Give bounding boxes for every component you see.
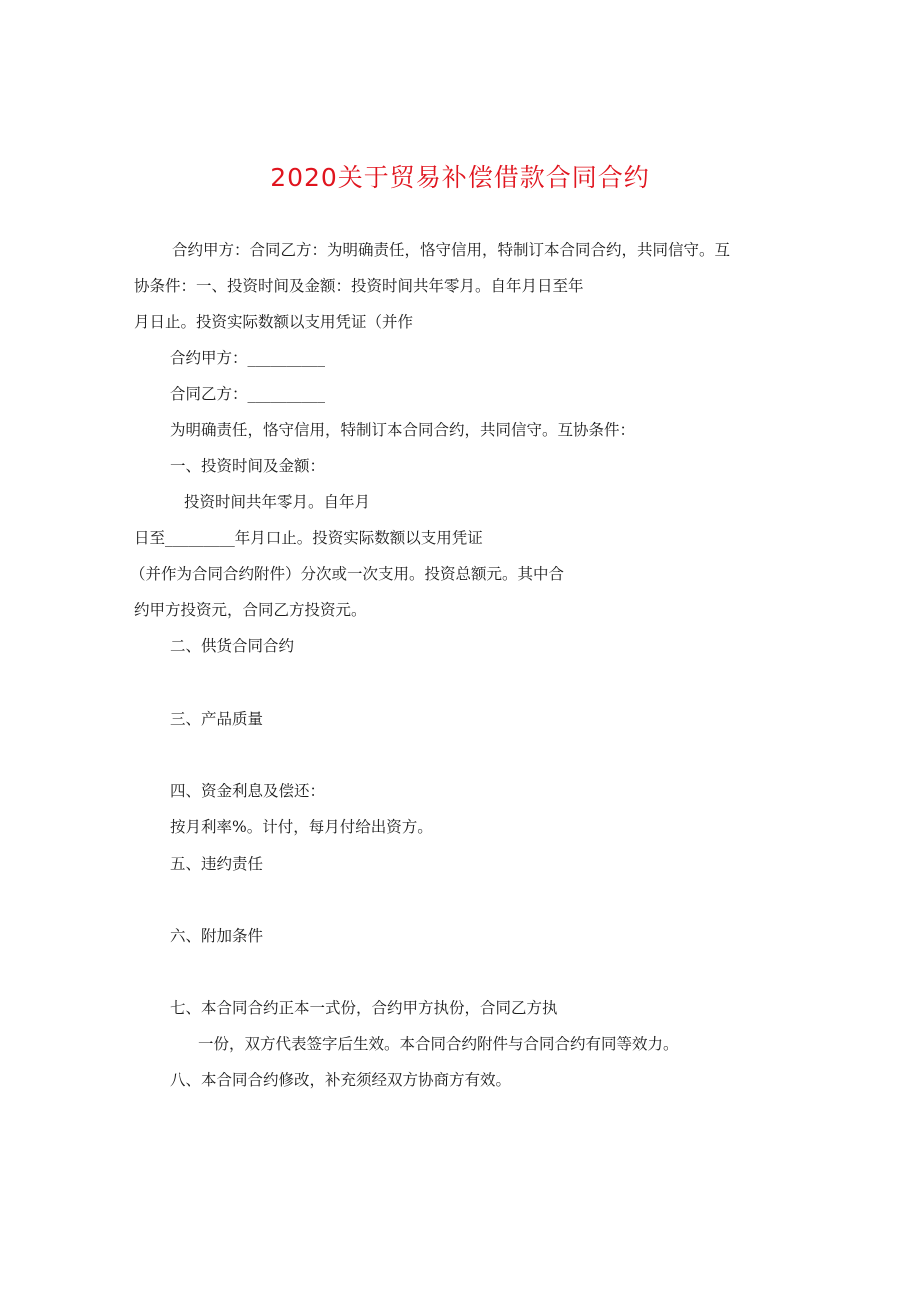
paragraph-line: 为明确责任，恪守信用，特制订本合同合约，共同信守。互协条件： (170, 421, 636, 439)
section-heading: 一、投资时间及金额： (170, 457, 326, 475)
party-b-field: 合同乙方：__________ (170, 385, 326, 403)
paragraph-line: 投资时间共年零月。自年月 (184, 493, 371, 511)
document-title: 2020关于贸易补偿借款合同合约 (270, 163, 650, 192)
section-heading: 八、本合同合约修改，补充须经双方协商方有效。 (170, 1071, 512, 1089)
section-heading: 三、产品质量 (170, 710, 264, 728)
paragraph-line: 按月利率%。计付，每月付给出资方。 (170, 818, 433, 836)
section-heading: 二、供货合同合约 (170, 637, 295, 655)
section-heading: 五、违约责任 (170, 855, 264, 873)
section-heading: 七、本合同合约正本一式份，合约甲方执份，合同乙方执 (170, 999, 558, 1017)
paragraph-line: 一份，双方代表签字后生效。本合同合约附件与合同合约有同等效力。 (198, 1035, 679, 1053)
paragraph-line: 协条件：一、投资时间及金额：投资时间共年零月。自年月日至年 (134, 277, 584, 295)
party-a-field: 合约甲方：__________ (170, 349, 326, 367)
paragraph-line: （并作为合同合约附件）分次或一次支用。投资总额元。其中合 (130, 565, 565, 583)
paragraph-line: 日至_________年月口止。投资实际数额以支用凭证 (134, 529, 483, 547)
section-heading: 六、附加条件 (170, 927, 264, 945)
paragraph-line: 合约甲方：合同乙方：为明确责任，恪守信用，特制订本合同合约，共同信守。互 (172, 241, 731, 259)
paragraph-line: 约甲方投资元，合同乙方投资元。 (134, 601, 367, 619)
paragraph-line: 月日止。投资实际数额以支用凭证（并作 (134, 313, 414, 331)
section-heading: 四、资金利息及偿还： (170, 782, 326, 800)
